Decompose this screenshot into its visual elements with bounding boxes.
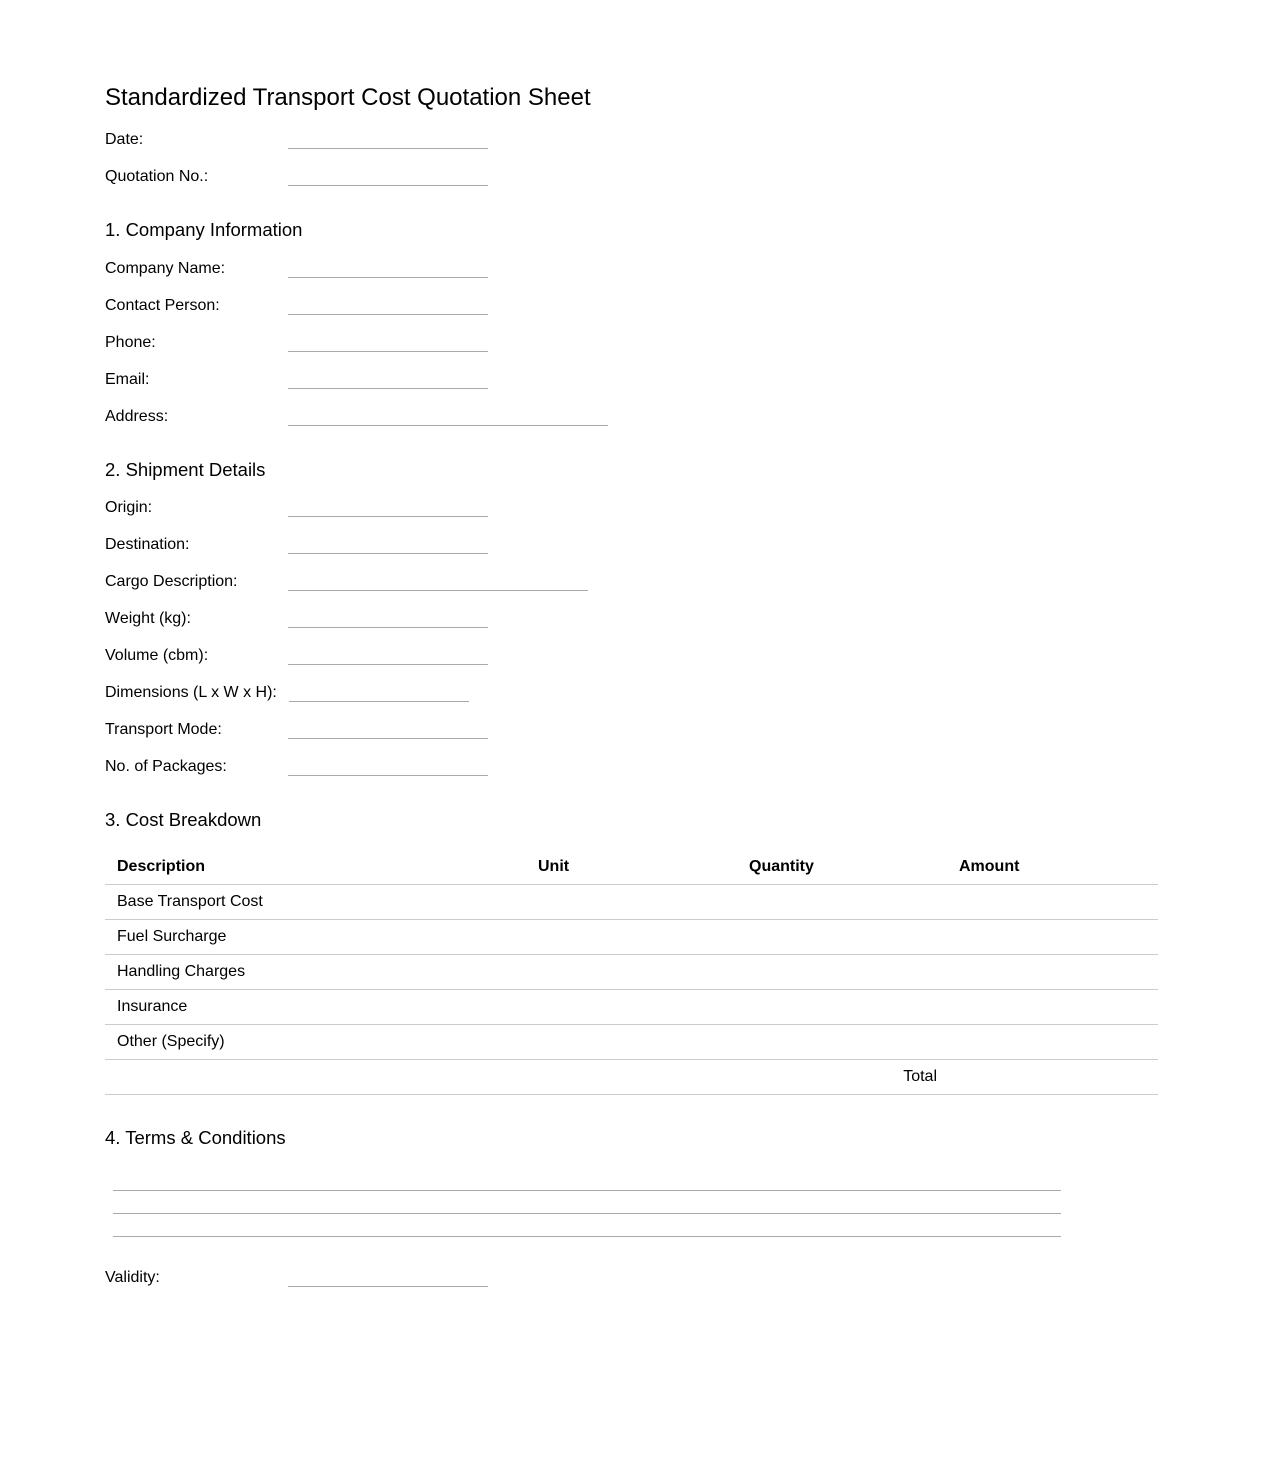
page-title: Standardized Transport Cost Quotation Sheet [105, 84, 591, 111]
address-label: Address: [105, 408, 169, 425]
cargo-description-label: Cargo Description: [105, 573, 238, 590]
row-description: Other (Specify) [105, 1025, 526, 1060]
table-row [105, 885, 1158, 920]
column-header-unit: Unit [526, 850, 737, 885]
origin-label: Origin: [105, 499, 153, 516]
row-amount[interactable] [947, 885, 1158, 920]
total-amount[interactable] [947, 1060, 1158, 1095]
row-description: Fuel Surcharge [105, 920, 526, 955]
date-field [105, 131, 805, 155]
terms-line-1[interactable] [113, 1190, 1061, 1191]
table-header-row [105, 850, 1158, 885]
packages-label: No. of Packages: [105, 758, 227, 775]
column-header-quantity: Quantity [737, 850, 947, 885]
contact-person-input[interactable] [288, 314, 488, 315]
phone-label: Phone: [105, 334, 156, 351]
company-name-field [105, 260, 805, 284]
phone-input[interactable] [288, 351, 488, 352]
company-name-label: Company Name: [105, 260, 226, 277]
row-unit[interactable] [526, 990, 737, 1025]
email-field [105, 371, 805, 395]
weight-input[interactable] [288, 627, 488, 628]
dimensions-field [105, 684, 805, 708]
cargo-description-input[interactable] [288, 590, 588, 591]
row-amount[interactable] [947, 990, 1158, 1025]
date-label: Date: [105, 131, 144, 148]
table-row [105, 1025, 1158, 1060]
total-label: Total [105, 1060, 947, 1095]
company-name-input[interactable] [288, 277, 488, 278]
quotation-no-label: Quotation No.: [105, 168, 209, 185]
row-quantity[interactable] [737, 1025, 947, 1060]
row-description: Insurance [105, 990, 526, 1025]
cost-breakdown-table [105, 850, 1158, 1095]
dimensions-label: Dimensions (L x W x H): [105, 684, 277, 701]
row-quantity[interactable] [737, 885, 947, 920]
row-amount[interactable] [947, 1025, 1158, 1060]
date-input[interactable] [288, 148, 488, 149]
destination-field [105, 536, 805, 560]
transport-mode-field [105, 721, 805, 745]
validity-label: Validity: [105, 1269, 160, 1286]
terms-line-3[interactable] [113, 1236, 1061, 1237]
cargo-description-field [105, 573, 805, 597]
volume-label: Volume (cbm): [105, 647, 209, 664]
volume-input[interactable] [288, 664, 488, 665]
row-unit[interactable] [526, 1025, 737, 1060]
volume-field [105, 647, 805, 671]
quotation-no-input[interactable] [288, 185, 488, 186]
total-row [105, 1060, 1158, 1095]
weight-field [105, 610, 805, 634]
row-amount[interactable] [947, 920, 1158, 955]
column-header-description: Description [105, 850, 526, 885]
row-amount[interactable] [947, 955, 1158, 990]
table-row [105, 955, 1158, 990]
terms-line-2[interactable] [113, 1213, 1061, 1214]
row-unit[interactable] [526, 955, 737, 990]
address-input[interactable] [288, 425, 608, 426]
row-unit[interactable] [526, 885, 737, 920]
destination-input[interactable] [288, 553, 488, 554]
contact-person-label: Contact Person: [105, 297, 220, 314]
phone-field [105, 334, 805, 358]
transport-mode-input[interactable] [288, 738, 488, 739]
cost-breakdown-heading: 3. Cost Breakdown [105, 809, 262, 830]
destination-label: Destination: [105, 536, 190, 553]
company-information-heading: 1. Company Information [105, 219, 303, 240]
validity-input[interactable] [288, 1286, 488, 1287]
origin-input[interactable] [288, 516, 488, 517]
shipment-details-heading: 2. Shipment Details [105, 459, 266, 480]
email-label: Email: [105, 371, 150, 388]
packages-input[interactable] [288, 775, 488, 776]
contact-person-field [105, 297, 805, 321]
dimensions-input[interactable] [289, 701, 469, 702]
terms-conditions-heading: 4. Terms & Conditions [105, 1127, 286, 1148]
weight-label: Weight (kg): [105, 610, 191, 627]
address-field [105, 408, 805, 432]
row-quantity[interactable] [737, 920, 947, 955]
row-description: Base Transport Cost [105, 885, 526, 920]
table-row [105, 920, 1158, 955]
row-description: Handling Charges [105, 955, 526, 990]
row-quantity[interactable] [737, 990, 947, 1025]
origin-field [105, 499, 805, 523]
packages-field [105, 758, 805, 782]
transport-mode-label: Transport Mode: [105, 721, 222, 738]
row-quantity[interactable] [737, 955, 947, 990]
email-input[interactable] [288, 388, 488, 389]
row-unit[interactable] [526, 920, 737, 955]
validity-field [105, 1269, 805, 1293]
column-header-amount: Amount [947, 850, 1158, 885]
table-row [105, 990, 1158, 1025]
quotation-no-field [105, 168, 805, 192]
